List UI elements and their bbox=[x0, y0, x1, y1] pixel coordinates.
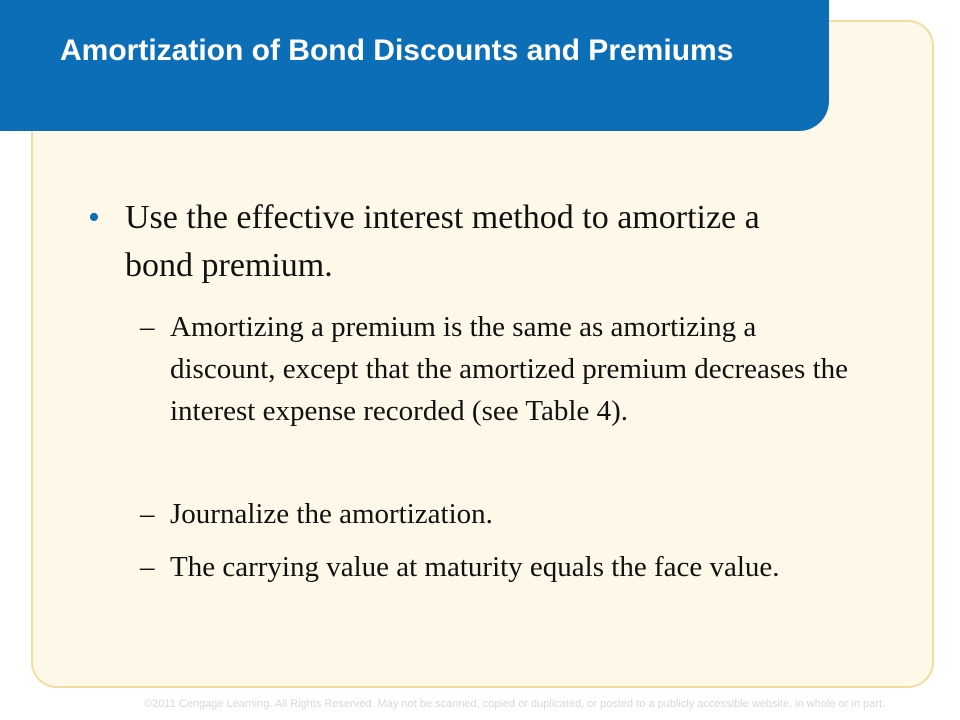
sub-bullet-journalize bbox=[140, 493, 860, 535]
sub-bullet-premium-amortization bbox=[140, 306, 860, 432]
sub-bullet-text: Amortizing a premium is the same as amortizing a discount, except that the amortized premium decreases the interest expense recorded (see Table 4). bbox=[170, 311, 849, 427]
sub-bullet-marker: – bbox=[140, 498, 155, 530]
sub-bullet-text: Journalize the amortization. bbox=[170, 498, 493, 530]
sub-bullet-marker: – bbox=[140, 311, 155, 343]
sub-bullet-carrying-value bbox=[140, 546, 860, 588]
main-bullet bbox=[88, 194, 808, 290]
slide-title: Amortization of Bond Discounts and Premiums bbox=[60, 34, 734, 67]
sub-bullet-marker: – bbox=[140, 551, 155, 583]
copyright-footer: ©2011 Cengage Learning. All Rights Reserved. May not be scanned, copied or duplicated, or posted to a publicly accessible website, in whole or in part. bbox=[144, 698, 886, 710]
sub-bullet-text: The carrying value at maturity equals the face value. bbox=[170, 551, 780, 583]
title-banner bbox=[0, 0, 829, 131]
main-bullet-text: Use the effective interest method to amortize a bond premium. bbox=[125, 199, 760, 284]
bullet-marker: • bbox=[88, 199, 100, 236]
